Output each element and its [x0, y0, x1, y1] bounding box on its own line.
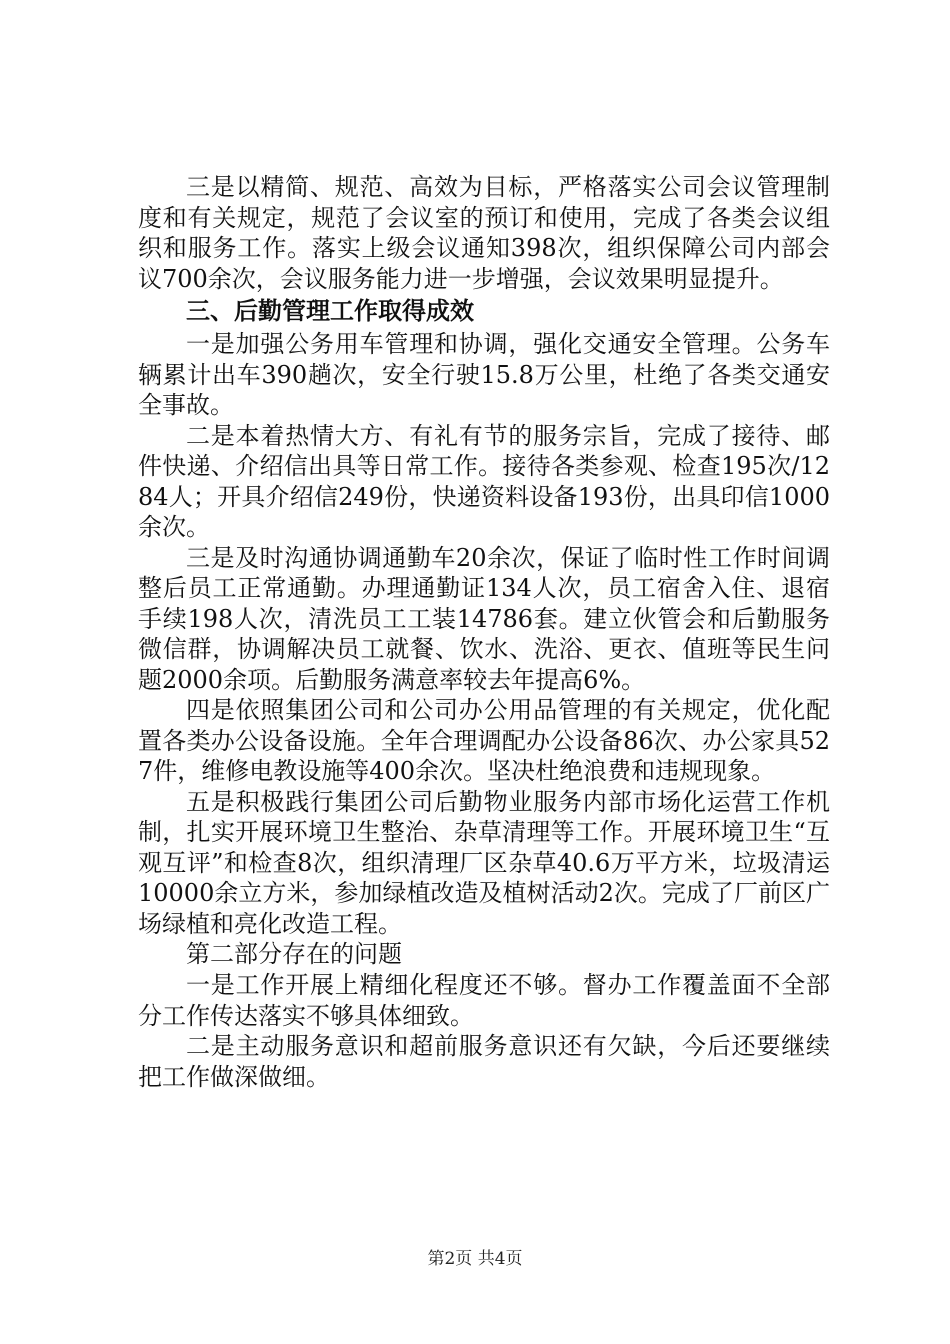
paragraph-vehicle-management: 一是加强公务用车管理和协调，强化交通安全管理。公务车辆累计出车390趟次，安全行驶15.8万公里，杜绝了各类交通安全事故。 — [138, 330, 830, 419]
section-heading-logistics: 三、后勤管理工作取得成效 — [186, 297, 474, 325]
paragraph-office-equipment: 四是依照集团公司和公司办公用品管理的有关规定，优化配置各类办公设备设施。全年合理调配办公设备86次、办公家具527件，维修电教设施等400余次。坚决杜绝浪费和违规现象。 — [138, 696, 830, 785]
paragraph-reception-service: 二是本着热情大方、有礼有节的服务宗旨，完成了接待、邮件快递、介绍信出具等日常工作。接待各类参观、检查195次/1284人；开具介绍信249份，快递资料设备193份，出具印信1000余次。 — [138, 421, 830, 541]
paragraph-problem-one: 一是工作开展上精细化程度还不够。督办工作覆盖面不全部分工作传达落实不够具体细致。 — [138, 971, 830, 1030]
paragraph-problem-two: 二是主动服务意识和超前服务意识还有欠缺，今后还要继续把工作做深做细。 — [138, 1032, 830, 1091]
section-heading-problems: 第二部分存在的问题 — [186, 940, 402, 968]
paragraph-meeting-service: 三是以精简、规范、高效为目标，严格落实公司会议管理制度和有关规定，规范了会议室的预订和使用，完成了各类会议组织和服务工作。落实上级会议通知398次，组织保障公司内部会议700余次，会议服务能力进一步增强，会议效果明显提升。 — [138, 173, 830, 293]
document-body — [0, 172, 950, 1092]
paragraph-commute-service: 三是及时沟通协调通勤车20余次，保证了临时性工作时间调整后员工正常通勤。办理通勤证134人次，员工宿舍入住、退宿手续198人次，清洗员工工装14786套。建立伙管会和后勤服务微信群，协调解决员工就餐、饮水、洗浴、更衣、值班等民生问题2000余项。后勤服务满意率较去年提高6%。 — [138, 543, 830, 694]
paragraph-environment: 五是积极践行集团公司后勤物业服务内部市场化运营工作机制，扎实开展环境卫生整治、杂草清理等工作。开展环境卫生“互观互评”和检查8次，组织清理厂区杂草40.6万平方米，垃圾清运10000余立方米，参加绿植改造及植树活动2次。完成了厂前区广场绿植和亮化改造工程。 — [138, 787, 830, 938]
page-footer: 第2页 共4页 — [427, 1249, 523, 1269]
